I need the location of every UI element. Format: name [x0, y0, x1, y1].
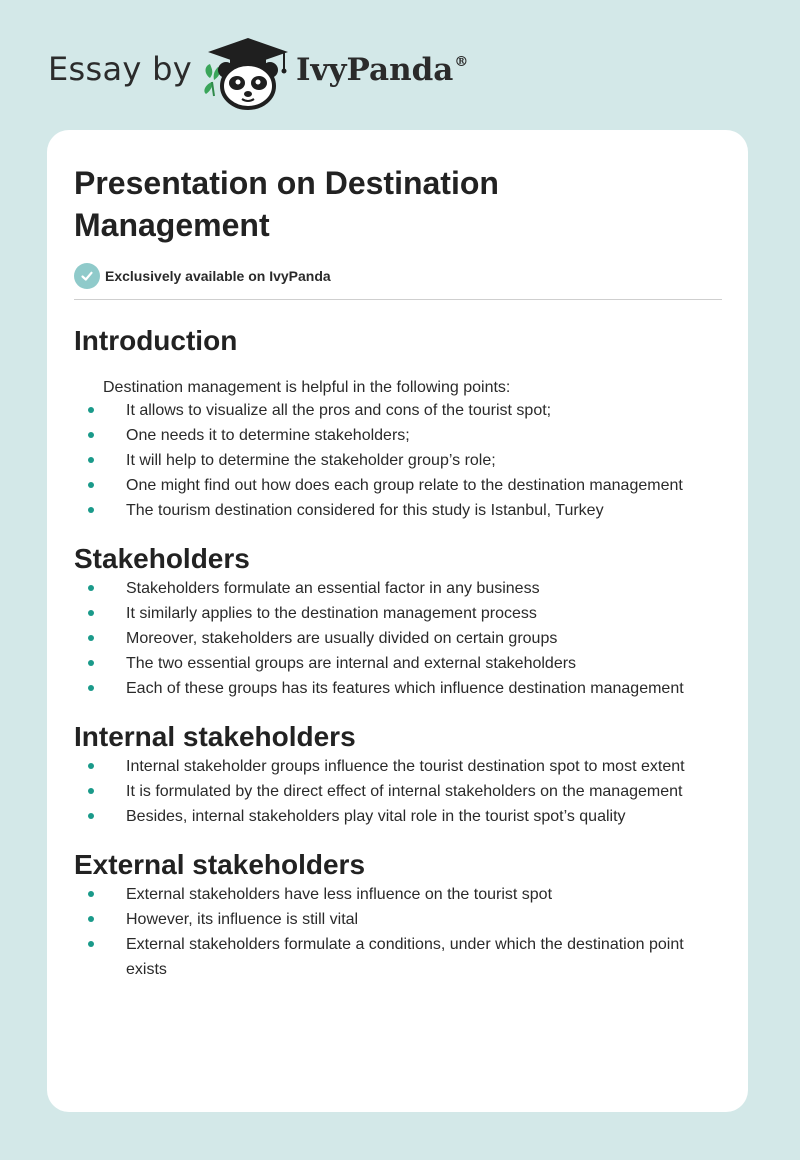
brand-text: IvyPanda: [296, 52, 454, 88]
list-item-text: It will help to determine the stakeholder group’s role;: [126, 452, 496, 469]
list-item: [74, 398, 722, 423]
list-item-text: Each of these groups has its features which influence destination management: [126, 680, 684, 697]
internal-stakeholders-list: [74, 754, 722, 829]
list-item-text: External stakeholders formulate a conditions, under which the destination point exists: [126, 936, 684, 978]
list-item: [74, 907, 722, 932]
list-item-text: Moreover, stakeholders are usually divided on certain groups: [126, 630, 558, 647]
bullet-dot: [88, 432, 94, 438]
bullet-dot: [88, 763, 94, 769]
list-item-text: Besides, internal stakeholders play vital role in the tourist spot’s quality: [126, 808, 626, 825]
list-item: [74, 473, 722, 498]
list-item: [74, 576, 722, 601]
bullet-dot: [88, 610, 94, 616]
list-item-text: One needs it to determine stakeholders;: [126, 427, 410, 444]
divider: [74, 299, 722, 300]
section-heading-stakeholders: Stakeholders: [74, 543, 250, 574]
bullet-dot: [88, 891, 94, 897]
panda-graduate-icon[interactable]: [200, 36, 290, 111]
list-item-text: The tourism destination considered for this study is Istanbul, Turkey: [126, 502, 604, 519]
stakeholders-list: [74, 576, 722, 701]
bullet-dot: [88, 813, 94, 819]
list-item: [74, 423, 722, 448]
bullet-dot: [88, 635, 94, 641]
list-item-text: One might find out how does each group relate to the destination management: [126, 477, 683, 494]
section-heading-internal-stakeholders: Internal stakeholders: [74, 721, 356, 752]
bullet-dot: [88, 685, 94, 691]
list-item: [74, 754, 722, 779]
list-item: [74, 882, 722, 907]
registered-mark: ®: [454, 54, 469, 70]
list-item-text: Internal stakeholder groups influence the tourist destination spot to most extent: [126, 758, 685, 775]
list-item-text: It is formulated by the direct effect of internal stakeholders on the management: [126, 783, 683, 800]
intro-paragraph: Destination management is helpful in the following points:: [103, 379, 511, 396]
list-item-text: The two essential groups are internal and external stakeholders: [126, 655, 577, 672]
list-item: [74, 779, 722, 804]
bullet-dot: [88, 585, 94, 591]
section-heading-external-stakeholders: External stakeholders: [74, 849, 366, 880]
list-item-text: It allows to visualize all the pros and cons of the tourist spot;: [126, 402, 552, 419]
brand-name[interactable]: [296, 52, 468, 88]
introduction-list: [74, 398, 722, 523]
list-item: [74, 651, 722, 676]
external-stakeholders-list: [74, 882, 722, 982]
list-item: [74, 676, 722, 701]
essay-card: [47, 130, 748, 1112]
bullet-dot: [88, 941, 94, 947]
bullet-dot: [88, 507, 94, 513]
bullet-dot: [88, 660, 94, 666]
section-heading-introduction: Introduction: [74, 325, 238, 356]
list-item: [74, 498, 722, 523]
list-item-text: However, its influence is still vital: [126, 911, 359, 928]
bullet-dot: [88, 457, 94, 463]
badge-text: Exclusively available on IvyPanda: [105, 268, 331, 284]
list-item-text: Stakeholders formulate an essential factor in any business: [126, 580, 540, 597]
list-item: [74, 601, 722, 626]
bullet-dot: [88, 407, 94, 413]
check-icon: [74, 263, 100, 289]
bullet-dot: [88, 916, 94, 922]
site-header: [0, 0, 800, 120]
list-item-text: External stakeholders have less influence on the tourist spot: [126, 886, 553, 903]
bullet-dot: [88, 788, 94, 794]
bullet-dot: [88, 482, 94, 488]
list-item: [74, 626, 722, 651]
page-title: Presentation on Destination Management: [74, 165, 499, 243]
essay-by-label: Essay by: [48, 50, 192, 88]
list-item: [74, 448, 722, 473]
exclusive-badge: [74, 263, 722, 289]
list-item-text: It similarly applies to the destination management process: [126, 605, 537, 622]
list-item: [74, 804, 722, 829]
list-item: [74, 932, 722, 982]
